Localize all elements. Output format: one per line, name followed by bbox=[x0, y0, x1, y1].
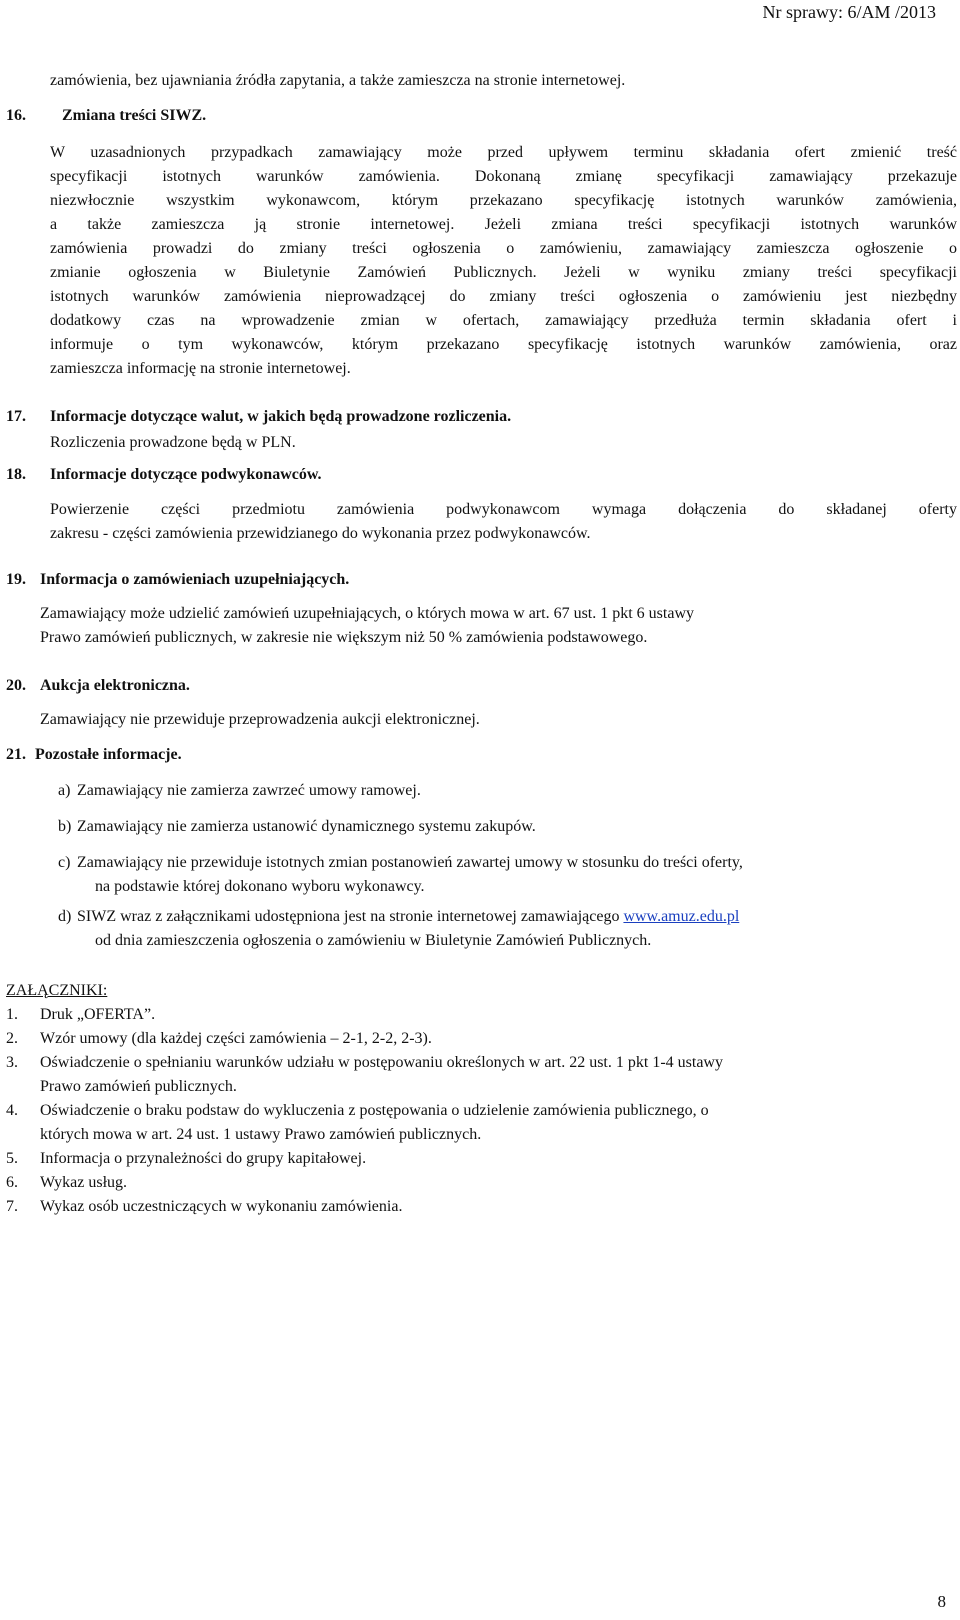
section-16-line: niezwłocznie wszystkim wykonawcom, którym przekazano specyfikację istotnych warunków zamówienia, bbox=[50, 192, 957, 209]
attachment-item: Wykaz osób uczestniczących w wykonaniu zamówienia. bbox=[40, 1198, 403, 1215]
section-16-line: informuje o tym wykonawców, którym przekazano specyfikację istotnych warunków zamówienia, oraz bbox=[50, 336, 957, 353]
section-21-title: Pozostałe informacje. bbox=[35, 746, 182, 763]
section-16-line: zamieszcza informację na stronie internetowej. bbox=[50, 360, 351, 377]
attachment-item-continuation: których mowa w art. 24 ust. 1 ustawy Prawo zamówień publicznych. bbox=[40, 1126, 482, 1143]
section-16-line: W uzasadnionych przypadkach zamawiający może przed upływem terminu składania ofert zmienić treść bbox=[50, 144, 957, 161]
attachment-number: 7. bbox=[6, 1198, 18, 1215]
section-16-number: 16. bbox=[6, 107, 26, 124]
section-17-number: 17. bbox=[6, 408, 26, 425]
section-16-line: dodatkowy czas na wprowadzenie zmian w ofertach, zamawiający przedłuża termin składania ofert i bbox=[50, 312, 957, 329]
section-20-text: Zamawiający nie przewiduje przeprowadzenia aukcji elektronicznej. bbox=[40, 711, 480, 728]
section-17-text: Rozliczenia prowadzone będą w PLN. bbox=[50, 434, 296, 451]
section-20-number: 20. bbox=[6, 677, 26, 694]
attachment-number: 1. bbox=[6, 1006, 18, 1023]
section-18-title: Informacje dotyczące podwykonawców. bbox=[50, 466, 322, 483]
attachment-item: Oświadczenie o braku podstaw do wykluczenia z postępowania o udzielenie zamówienia publicznego, o bbox=[40, 1102, 709, 1119]
list-marker: d) bbox=[58, 908, 72, 925]
section-21-number: 21. bbox=[6, 746, 26, 763]
list-item-text: SIWZ wraz z załącznikami udostępniona jest na stronie internetowej zamawiającego bbox=[77, 908, 620, 925]
list-item: Zamawiający nie zamierza ustanowić dynamicznego systemu zakupów. bbox=[77, 818, 536, 835]
list-marker: b) bbox=[58, 818, 72, 835]
attachment-item: Informacja o przynależności do grupy kapitałowej. bbox=[40, 1150, 367, 1167]
section-16-line: specyfikacji istotnych warunków zamówienia. Dokonaną zmianę specyfikacji zamawiający przekazuje bbox=[50, 168, 957, 185]
list-item: Zamawiający nie zamierza zawrzeć umowy ramowej. bbox=[77, 782, 421, 799]
section-16-line: istotnych warunków zamówienia nieprowadzącej do zmiany treści ogłoszenia o zamówieniu jest niezbędny bbox=[50, 288, 957, 305]
case-number-header: Nr sprawy: 6/AM /2013 bbox=[762, 2, 936, 22]
attachment-number: 4. bbox=[6, 1102, 18, 1119]
attachment-number: 5. bbox=[6, 1150, 18, 1167]
continuation-line: zamówienia, bez ujawniania źródła zapytania, a także zamieszcza na stronie internetowej. bbox=[50, 72, 626, 89]
list-item: Zamawiający nie przewiduje istotnych zmian postanowień zawartej umowy w stosunku do treści oferty, bbox=[77, 854, 743, 871]
attachment-number: 6. bbox=[6, 1174, 18, 1191]
list-marker: a) bbox=[58, 782, 71, 799]
list-item bbox=[77, 908, 739, 926]
attachment-item: Druk „OFERTA”. bbox=[40, 1006, 156, 1023]
list-item-continuation: od dnia zamieszczenia ogłoszenia o zamówieniu w Biuletynie Zamówień Publicznych. bbox=[95, 932, 652, 949]
attachment-number: 2. bbox=[6, 1030, 18, 1047]
section-19-number: 19. bbox=[6, 571, 26, 588]
section-16-title: Zmiana treści SIWZ. bbox=[62, 107, 207, 124]
section-18-line: Powierzenie części przedmiotu zamówienia podwykonawcom wymaga dołączenia do składanej oferty bbox=[50, 501, 957, 518]
section-17-title: Informacje dotyczące walut, w jakich będą prowadzone rozliczenia. bbox=[50, 408, 512, 425]
attachment-item: Wykaz usług. bbox=[40, 1174, 128, 1191]
section-18-line: zakresu - części zamówienia przewidzianego do wykonania przez podwykonawców. bbox=[50, 525, 591, 542]
section-19-line: Prawo zamówień publicznych, w zakresie nie większym niż 50 % zamówienia podstawowego. bbox=[40, 629, 648, 646]
attachment-item-continuation: Prawo zamówień publicznych. bbox=[40, 1078, 237, 1095]
attachment-item: Oświadczenie o spełnianiu warunków udziału w postępowaniu określonych w art. 22 ust. 1 pkt 1-4 ustawy bbox=[40, 1054, 723, 1071]
section-16-line: a także zamieszcza ją stronie internetowej. Jeżeli zmiana treści specyfikacji istotnych warunków bbox=[50, 216, 957, 233]
list-marker: c) bbox=[58, 854, 71, 871]
section-20-title: Aukcja elektroniczna. bbox=[40, 677, 190, 694]
section-18-number: 18. bbox=[6, 466, 26, 483]
list-item-continuation: na podstawie której dokonano wyboru wykonawcy. bbox=[95, 878, 425, 895]
section-19-title: Informacja o zamówieniach uzupełniających. bbox=[40, 571, 350, 588]
attachment-number: 3. bbox=[6, 1054, 18, 1071]
page-number: 8 bbox=[937, 1592, 946, 1611]
section-16-line: zmianie ogłoszenia w Biuletynie Zamówień Publicznych. Jeżeli w wyniku zmiany treści specyfikacji bbox=[50, 264, 957, 281]
attachment-item: Wzór umowy (dla każdej części zamówienia – 2-1, 2-2, 2-3). bbox=[40, 1030, 432, 1047]
section-16-line: zamówienia prowadzi do zmiany treści ogłoszenia o zamówieniu, zamawiający zamieszcza ogłoszenie o bbox=[50, 240, 957, 257]
website-link[interactable]: www.amuz.edu.pl bbox=[623, 908, 740, 925]
section-19-line: Zamawiający może udzielić zamówień uzupełniających, o których mowa w art. 67 ust. 1 pkt 6 ustawy bbox=[40, 605, 695, 622]
attachments-title: ZAŁĄCZNIKI: bbox=[6, 982, 108, 999]
